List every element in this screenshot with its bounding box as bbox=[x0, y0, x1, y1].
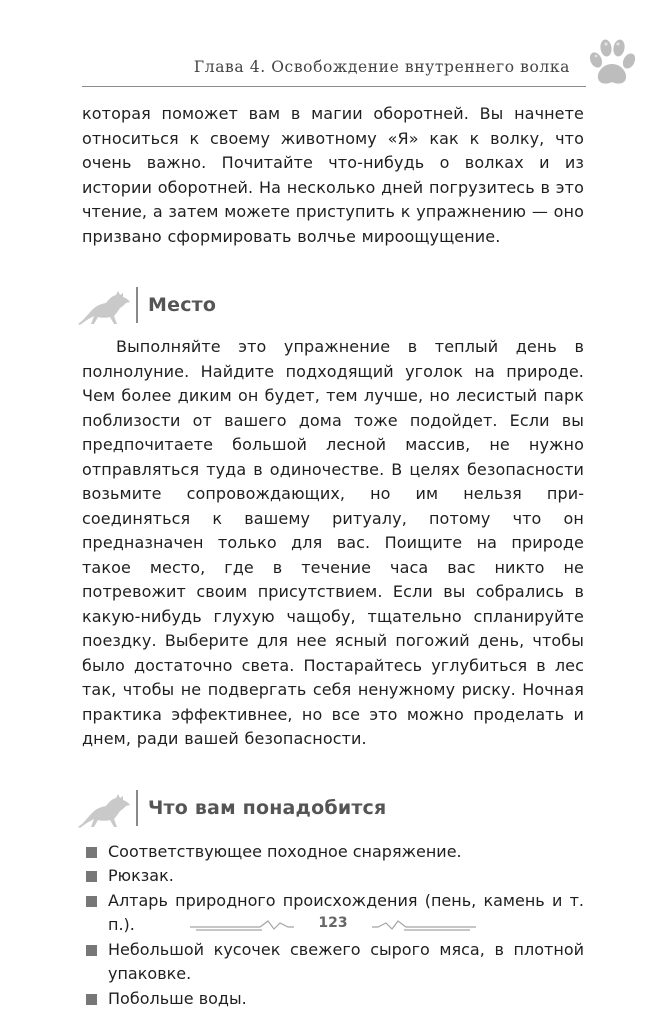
page-footer bbox=[0, 905, 666, 945]
section-heading-needed bbox=[82, 780, 584, 836]
heading-divider bbox=[136, 790, 138, 826]
section-heading-place bbox=[82, 277, 584, 333]
section-title: Что вам понадобится bbox=[148, 797, 386, 819]
list-item-text: Побольше воды. bbox=[108, 989, 247, 1008]
list-item-text: Соответствующее походное снаряжение. bbox=[108, 842, 462, 861]
bullet-square-icon bbox=[86, 945, 97, 956]
place-paragraph: Выполняйте это упражнение в теплый день в полнолуние. Найдите подходящий уголок на природе. Чем более диким он будет, тем лучше, но лесистый парк поблизости от вашего дома тоже подойдет. Если вы предпочитаете большой лесной массив, не нужно отправляться туда в одиночестве. В целях безопасности возьмите сопровождающих, но им нельзя присоединяться к вашему ритуалу, потому что он предназначен только для вас. Поищите на природе такое место, где в течение часа вас никто не потревожит своим присутствием. Если вы собрались в какую-нибудь глухую чащобу, тщательно спланируйте поездку. Выберите для нее ясный погожий день, чтобы было достаточно света. Постарайтесь углубиться в лес так, чтобы не подвергать себя ненужному риску. Ночная практика эффективнее, но все это можно проделать и днем, ради вашей безопасности. bbox=[82, 335, 584, 752]
bullet-square-icon bbox=[86, 994, 97, 1005]
page-content bbox=[82, 102, 584, 1011]
section-title: Место bbox=[148, 294, 216, 316]
wolf-icon bbox=[76, 280, 132, 330]
header-rule bbox=[82, 86, 586, 87]
page-number: 123 bbox=[300, 915, 366, 931]
intro-paragraph: которая поможет вам в магии оборотней. Вы начнете относиться к своему животному «Я» как к волку, что очень важно. Почитайте что-нибудь о волках и из истории оборотней. На несколько дней погрузитесь в это чтение, а затем можете приступить к упражнению — оно призвано сформировать волчье мироощущение. bbox=[82, 102, 584, 249]
running-header bbox=[0, 0, 666, 100]
list-item bbox=[82, 840, 584, 865]
chapter-title: Глава 4. Освобождение внутреннего волка bbox=[194, 58, 570, 76]
list-item-text: Алтарь природного происхождения (пень, камень и т. п.). bbox=[108, 891, 584, 935]
list-item bbox=[82, 864, 584, 889]
bullet-square-icon bbox=[86, 847, 97, 858]
wolf-icon bbox=[76, 783, 132, 833]
list-item-text: Небольшой кусочек свежего сырого мяса, в плотной упаковке. bbox=[108, 940, 584, 984]
heading-divider bbox=[136, 287, 138, 323]
list-item bbox=[82, 987, 584, 1011]
bullet-square-icon bbox=[86, 871, 97, 882]
paw-icon bbox=[584, 34, 640, 90]
list-item-text: Рюкзак. bbox=[108, 866, 174, 885]
